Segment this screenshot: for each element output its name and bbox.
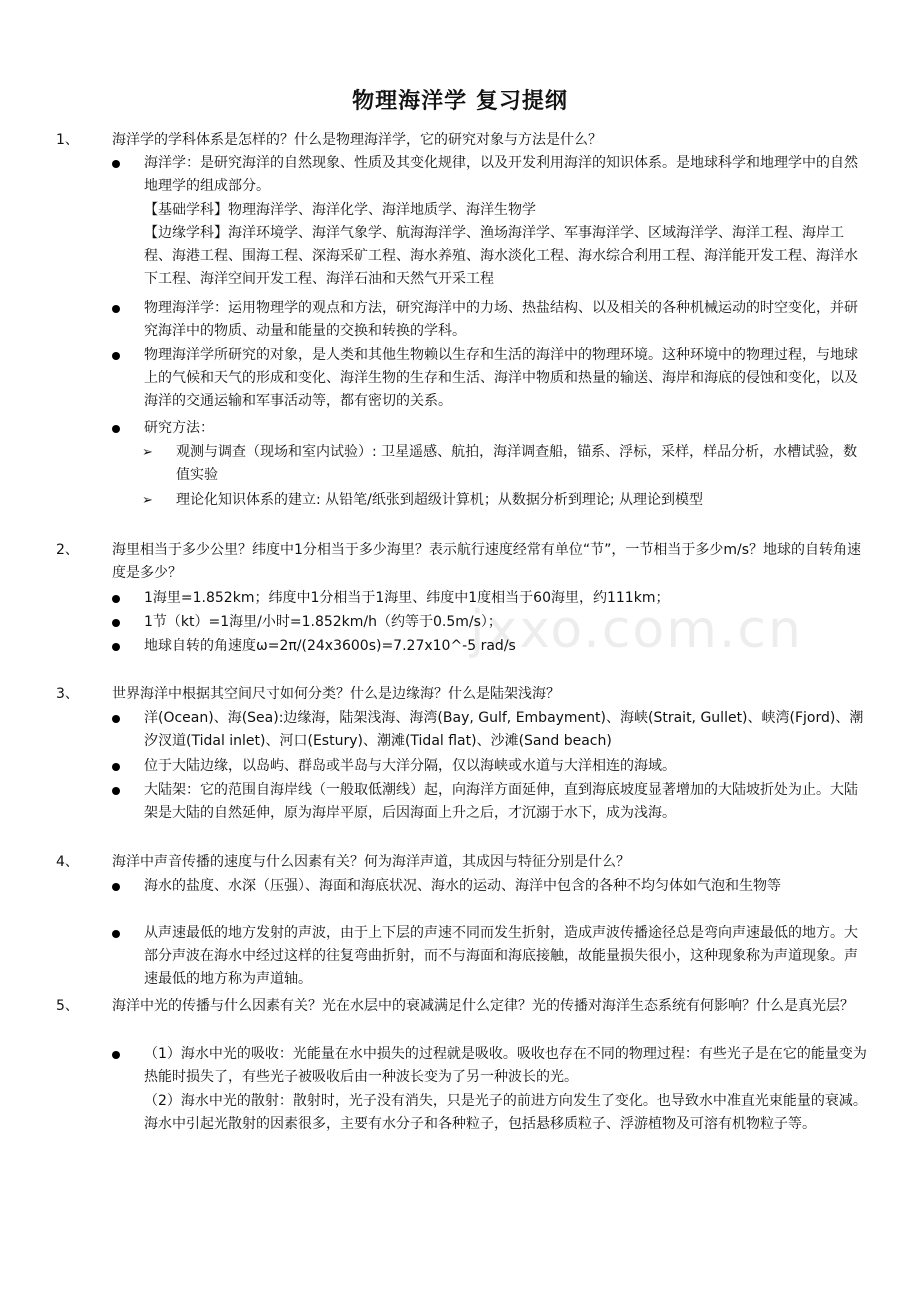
bullet-text: 大陆架：它的范围自海岸线（一般取低潮线）起，向海洋方面延伸，直到海底坡度显著增加的大陆坡折处为止。大陆架是大陆的自然延伸，原为海岸平原，后因海面上升之后，才沉溺于水下，成为浅海。 bbox=[144, 782, 858, 821]
question-text: 海里相当于多少公里？纬度中1分相当于多少海里？表示航行速度经常有单位“节”，一节相当于多少m/s？地球的自转角速度是多少？ bbox=[112, 542, 862, 581]
bullet-icon bbox=[112, 883, 120, 891]
bullet-text: 地球自转的角速度ω=2π/(24x3600s)=7.27x10^-5 rad/s bbox=[144, 638, 516, 654]
sub-item-text: 理论化知识体系的建立: 从铅笔/纸张到超级计算机；从数据分析到理论; 从理论到模型 bbox=[176, 492, 704, 508]
bullet-icon bbox=[112, 643, 120, 651]
bullet-text: 1海里=1.852km；纬度中1分相当于1海里、纬度中1度相当于60海里，约111km； bbox=[144, 590, 670, 606]
question-number: 4、 bbox=[56, 854, 79, 870]
bullet-text: 海洋学：是研究海洋的自然现象、性质及其变化规律，以及开发利用海洋的知识体系。是地球科学和地理学中的自然地理学的组成部分。 bbox=[144, 155, 858, 194]
bullet-text-continued: （2）海水中光的散射：散射时，光子没有消失，只是光子的前进方向发生了变化。也导致水中准直光束能量的衰减。海水中引起光散射的因素很多，主要有水分子和各种粒子，包括悬移质粒子、浮游植物及可溶有机物粒子等。 bbox=[144, 1093, 867, 1132]
bullet-icon bbox=[112, 930, 120, 938]
bullet-icon bbox=[112, 619, 120, 627]
bullet-text: 海水的盐度、水深（压强）、海面和海底状况、海水的运动、海洋中包含的各种不均匀体如气泡和生物等 bbox=[144, 878, 781, 894]
watermark: jxxo.com.cn bbox=[470, 600, 803, 660]
bullet-icon bbox=[112, 305, 120, 313]
bullet-text: 研究方法： bbox=[144, 420, 214, 436]
question-number: 5、 bbox=[56, 998, 79, 1014]
bullet-icon bbox=[112, 595, 120, 603]
arrow-bullet-icon: ➢ bbox=[142, 493, 153, 508]
question-text: 海洋中声音传播的速度与什么因素有关？何为海洋声道，其成因与特征分别是什么？ bbox=[112, 854, 630, 870]
bullet-text: 从声速最低的地方发射的声波，由于上下层的声速不同而发生折射，造成声波传播途径总是弯向声速最低的地方。大部分声波在海水中经过这样的往复弯曲折射，而不与海面和海底接触，故能量损失很小，这种现象称为声道现象。声速最低的地方称为声道轴。 bbox=[144, 925, 858, 987]
bullet-icon bbox=[112, 763, 120, 771]
arrow-bullet-icon: ➢ bbox=[142, 445, 153, 460]
bullet-text: 1节（kt）=1海里/小时=1.852km/h（约等于0.5m/s）； bbox=[144, 614, 502, 630]
question-number: 3、 bbox=[56, 686, 79, 702]
bullet-icon bbox=[112, 160, 120, 168]
edge-disciplines: 【边缘学科】海洋环境学、海洋气象学、航海海洋学、渔场海洋学、军事海洋学、区域海洋学、海洋工程、海岸工程、海港工程、围海工程、深海采矿工程、海水养殖、海水淡化工程、海水综合利用工程、海洋能开发工程、海洋水下工程、海洋空间开发工程、海洋石油和天然气开采工程 bbox=[144, 225, 858, 287]
bullet-icon bbox=[112, 715, 120, 723]
bullet-icon bbox=[112, 787, 120, 795]
question-text: 世界海洋中根据其空间尺寸如何分类？什么是边缘海？什么是陆架浅海？ bbox=[112, 686, 560, 702]
sub-item-text: 观测与调查（现场和室内试验）: 卫星遥感、航拍，海洋调查船，锚系、浮标，采样，样品分析，水槽试验，数值实验 bbox=[176, 444, 858, 483]
question-number: 2、 bbox=[56, 542, 79, 558]
bullet-text: （1）海水中光的吸收：光能量在水中损失的过程就是吸收。吸收也存在不同的物理过程：有些光子是在它的能量变为热能时损失了，有些光子被吸收后由一种波长变为了另一种波长的光。 bbox=[144, 1046, 867, 1085]
bullet-icon bbox=[112, 425, 120, 433]
page-title: 物理海洋学 复习提纲 bbox=[352, 89, 568, 114]
bullet-icon bbox=[112, 352, 120, 360]
basic-disciplines: 【基础学科】物理海洋学、海洋化学、海洋地质学、海洋生物学 bbox=[144, 202, 536, 218]
question-text: 海洋学的学科体系是怎样的？什么是物理海洋学，它的研究对象与方法是什么？ bbox=[112, 132, 602, 148]
bullet-text: 物理海洋学：运用物理学的观点和方法，研究海洋中的力场、热盐结构、以及相关的各种机械运动的时空变化，并研究海洋中的物质、动量和能量的交换和转换的学科。 bbox=[144, 300, 858, 339]
bullet-icon bbox=[112, 1051, 120, 1059]
question-number: 1、 bbox=[56, 132, 79, 148]
question-text: 海洋中光的传播与什么因素有关？光在水层中的衰减满足什么定律？光的传播对海洋生态系统有何影响？什么是真光层？ bbox=[112, 998, 854, 1014]
bullet-text: 洋(Ocean)、海(Sea):边缘海，陆架浅海、海湾(Bay, Gulf, Embayment)、海峡(Strait, Gullet)、峡湾(Fjord)、潮汐汊道(Tidal inlet)、河口(Estury)、潮滩(Tidal flat)、沙滩(Sand beach) bbox=[144, 710, 864, 749]
bullet-text: 位于大陆边缘，以岛屿、群岛或半岛与大洋分隔，仅以海峡或水道与大洋相连的海域。 bbox=[144, 758, 676, 774]
bullet-text: 物理海洋学所研究的对象，是人类和其他生物赖以生存和生活的海洋中的物理环境。这种环境中的物理过程，与地球上的气候和天气的形成和变化、海洋生物的生存和生活、海洋中物质和热量的输送、海岸和海底的侵蚀和变化，以及海洋的交通运输和军事活动等，都有密切的关系。 bbox=[144, 347, 858, 409]
